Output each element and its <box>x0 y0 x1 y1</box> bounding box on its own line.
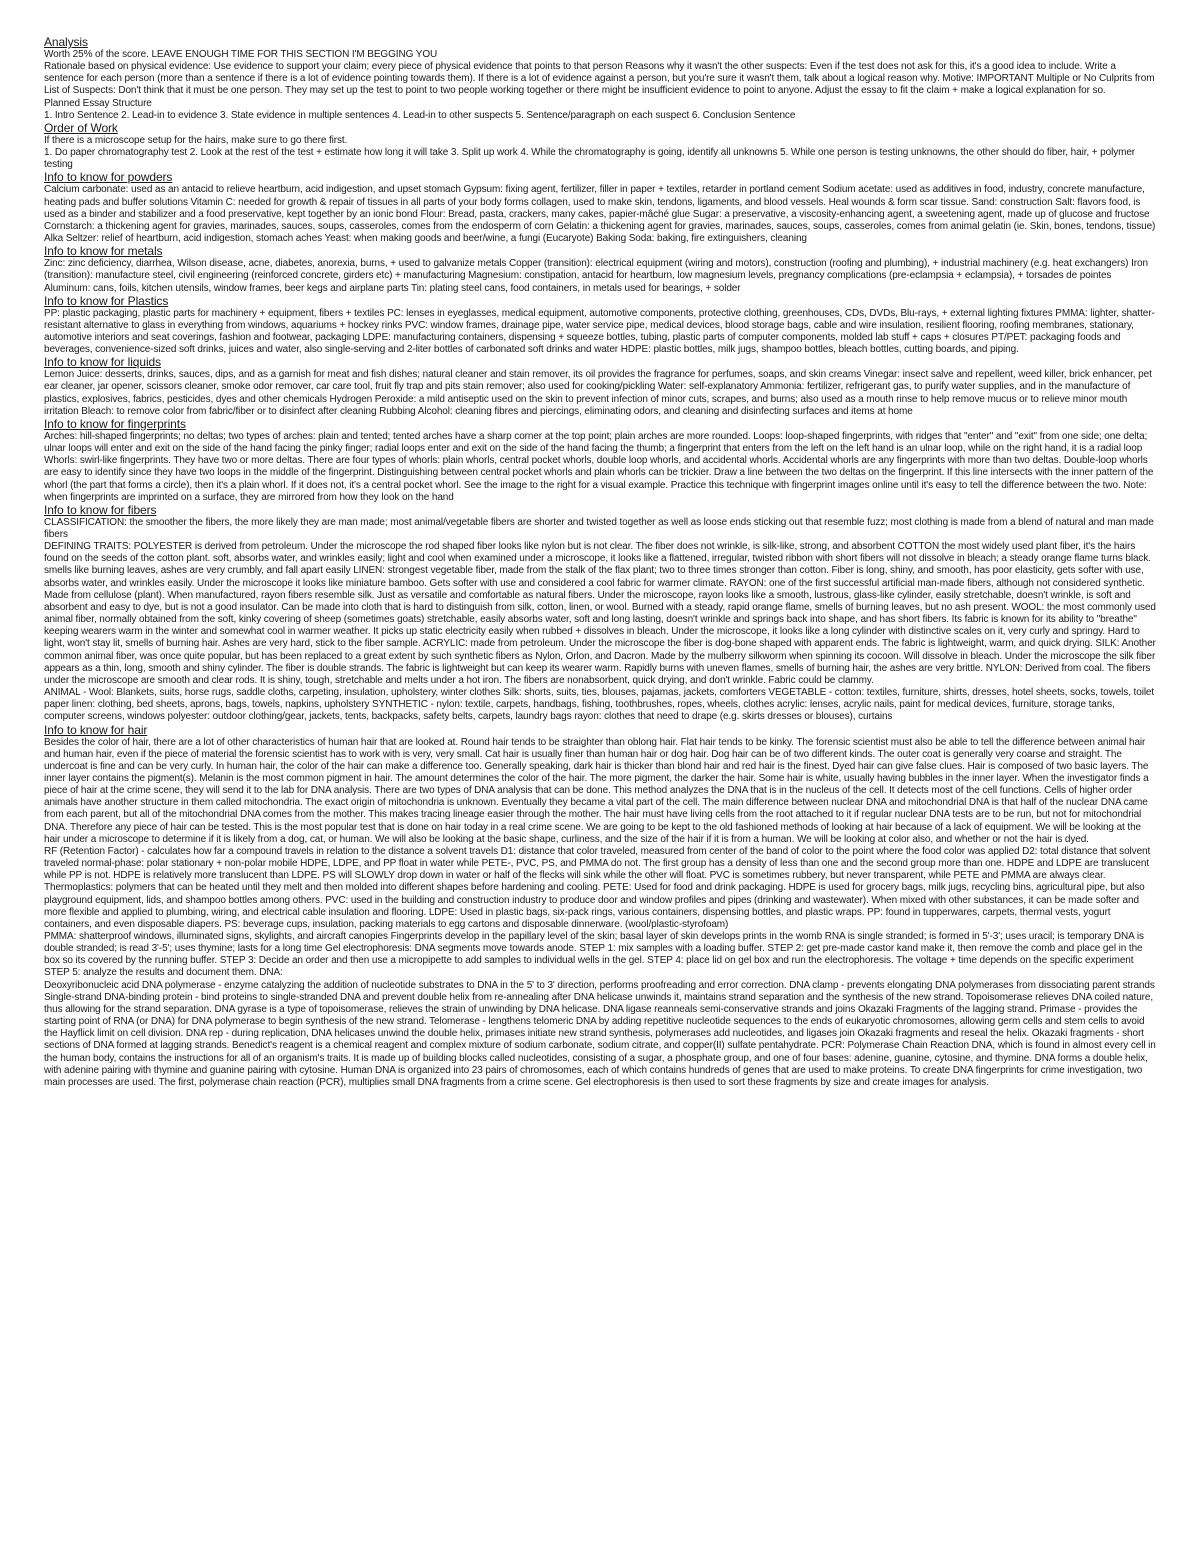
order-of-work-steps: 1. Do paper chromatography test 2. Look at the rest of the test + estimate how long it will take 3. Split up work 4. While the chromatography is going, identify all unknowns 5. While one person is testing unknowns, the other should do fiber, hair, + polymer testing <box>44 147 1136 171</box>
powders-heading: Info to know for powders <box>44 170 173 185</box>
analysis-heading: Analysis <box>44 35 88 49</box>
dna-replication-pcr-text: Deoxyribonucleic acid DNA polymerase - enzyme catalyzing the addition of nucleotide substrates to DNA in the 5' to 3' direction, performs proofreading and error correction. DNA clamp - prevents elongating DNA polymerases from dissociating parent strands Single-strand DNA-binding protein - bind proteins to single-stranded DNA and prevent double helix from re-annealing after DNA helicase unwinds it, maintains strand separation and the synthesis of the new strand. Topoisomerase relieves DNA coiled nature, thus allowing for the strand separation. DNA gyrase is a type of topoisomerase, relieves the strain of unwinding by DNA helicase. DNA ligase reanneals semi-conservative strands and joins Okazaki Fragments of the lagging strand. Primase - provides the starting point of RNA (or DNA) for DNA polymerase to begin synthesis of the new strand. Telomerase - lengthens telomeric DNA by adding repetitive nucleotide sequences to the ends of eukaryotic chromosomes, allowing germ cells and stem cells to avoid the Hayflick limit on cell division. DNA rep - during replication, DNA helicases unwind the double helix, primases initiate new strand synthesis, polymerases add nucleotides, and ligases join Okazaki fragments and reseal the helix. Okazaki fragments - short sections of DNA formed at lagging strands. Benedict's reagent is a chemical reagent and complex mixture of sodium carbonate, sodium citrate, and copper(II) sulfate pentahydrate. PCR: Polymerase Chain Reaction DNA, which is found in almost every cell in the human body, contains the instructions for all of an organism's traits. It is made up of building blocks called nucleotides, consisting of a sugar, a phosphate group, and one of four bases: adenine, guanine, cytosine, and thymine. DNA forms a double helix, with adenine pairing with thymine and guanine pairing with cytosine. Human DNA is organized into 23 pairs of chromosomes, each of which contains hundreds of genes that are used to make proteins. To create DNA fingerprints for crime investigation, two main processes are used. The first, polymerase chain reaction (PCR), multiplies small DNA fragments from a crime scene. Gel electrophoresis is then used to sort these fragments by size and create images for analysis. <box>44 979 1156 1088</box>
analysis-rationale: Rationale based on physical evidence: Use evidence to support your claim; every piece of physical evidence that points to that person Reasons why it wasn't the other suspects: Even if the test does not ask for this, it's a good idea to include. Write a sentence for each person (more than a sentence if there is a lot of evidence pointing towards them). If there is a lot of evidence against a person, but you're sure it wasn't them, talk about a logical reason why. Motive: IMPORTANT Multiple or No Culprits from List of Suspects: Don't think that it must be one person. They may set up the test to point to two people working together or there might be insufficient evidence to point to anyone. Adjust the essay to fit the claim + make a logical explanation for so. <box>44 61 1155 97</box>
fibers-uses: ANIMAL - Wool: Blankets, suits, horse rugs, saddle cloths, carpeting, insulation, upholstery, winter clothes Silk: shorts, suits, ties, blouses, pajamas, jackets, comforters VEGETABLE - cotton: textiles, furniture, shirts, dresses, hotel sheets, socks, towels, toilet paper linen: clothing, bed sheets, aprons, bags, towels, napkins, upholstery SYNTHETIC - nylon: textile, carpets, handbags, fishing, toothbrushes, ropes, wheels, clothes acrylic: lenses, acrylic nails, paint for medical devices, furniture, storage tanks, computer screens, windows polyester: outdoor clothing/gear, jackets, tents, backpacks, safety belts, carpets, laundry bags rayon: clothes that need to drape (e.g. skirts dresses or blouses), curtains <box>44 687 1155 723</box>
hair-text: Besides the color of hair, there are a lot of other characteristics of human hair that are looked at. Round hair tends to be straighter than oblong hair. Flat hair tends to be kinky. The forensic scientist must also be able to tell the difference between animal hair and human hair, even if the piece of material the forensic scientist has to work with is very, very small. Cat hair is usually finer than human hair or dog hair. Dog hair can be of two different kinds. The outer coat is generally very coarse and straight. The undercoat is fine and can be very curly. In human hair, the color of the hair can make a difference too. Generally speaking, dark hair is thicker than blond hair and red hair is the finest. Dyed hair can give false clues. Hair is composed of two basic layers. The inner layer contains the pigment(s). Melanin is the most common pigment in hair. The amount determines the color of the hair. The more pigment, the darker the hair. Some hair is white, usually having bubbles in the inner layer. When the investigator finds a piece of hair at the crime scene, they will send it to the lab for DNA analysis. There are two types of DNA analysis that can be done. This method analyzes the DNA that is in the nucleus of the cell. It detects most of the cell functions. Cells of higher order animals have another structure in them called mitochondria. The exact origin of mitochondria is unknown. Eventually they became a vital part of the cell. The main difference between nuclear DNA and mitochondrial DNA is that half of the nuclear DNA came from each parent, but all of the mitochondrial DNA comes from the mother. This makes tracing lineage easier through the mother. The hair must have living cells from the root attached to it if regular nuclear DNA tests are to be run, but not for mitochondrial DNA. Therefore any piece of hair can be tested. This is the most popular test that is done on hair today in a real crime scene. We are going to be kept to the old fashioned methods of looking at hair because of a lack of equipment. We will be looking at the hair under a microscope to determine if it is likely from a dog, cat, or human. We will also be looking at the basic shape, curliness, and the size of the hair if it is from a human. We will be looking at color also, and whether or not the hair is dyed. <box>44 736 1149 845</box>
plastics-text: PP: plastic packaging, plastic parts for machinery + equipment, fibers + textiles PC: lenses in eyeglasses, medical equipment, automotive components, protective clothing, greenhouses, CDs, DVDs, Blu-rays, + external lighting fixtures PMMA: lighter, shatter-resistant alternative to glass in everything from windows, aquariums + hockey rinks PVC: window frames, drainage pipe, water service pipe, medical devices, blood storage bags, cable and wire insulation, resilient flooring, roofing membranes, stationary, automotive interiors and seat coverings, fashion and footwear, packaging LDPE: manufacturing containers, dispensing + squeeze bottles, tubing, plastic parts of computer components, molded lab stuff + caps + closures PT/PET: packaging foods and beverages, convenience-sized soft drinks, juices and water, also single-serving and 2-liter bottles of carbonated soft drinks and water HDPE: plastic bottles, milk jugs, shampoo bottles, bleach bottles, cutting boards, and piping. <box>44 307 1155 356</box>
fibers-defining-traits: DEFINING TRAITS: POLYESTER is derived from petroleum. Under the microscope the rod shaped fiber looks like nylon but is not clear. The fiber does not wrinkle, is silk-like, strong, and absorbent COTTON the most widely used plant fiber, it's the hairs found on the seeds of the cotton plant. soft, absorbs water, and wrinkles easily; light and cool when examined under a microscope, it looks like a flattened, irregular, twisted ribbon with short fibers will not dissolve in bleach; a steady orange flame turns black. smells like burning leaves, ashes are very crumbly, and fall apart easily LINEN: strongest vegetable fiber, made from the stalk of the flax plant; two to three times stronger than cotton. Fiber is long, shiny, and smooth, has poor elasticity, gets softer with use, absorbs water, and wrinkles easily. Under the microscope it looks like miniature bamboo. Gets softer with use and considered a cool fabric for warmer climate. RAYON: one of the first successful artificial man-made fibers, although not considered synthetic. Made from cellulose (plant). When manufactured, rayon fibers resemble silk. Just as versatile and comfortable as natural fibers. Under the microscope, rayon looks like a smooth, lustrous, glass-like cylinder, easily stretchable, doesn't wrinkle, is soft and absorbent and easy to dye, but is not a good insulator. Can be made into cloth that is hard to distinguish from silk, cotton, linen, or wool. Burned with a steady, rapid orange flame, smells of burning leaves, but no ash present. WOOL: the most commonly used animal fiber, normally obtained from the soft, kinky covering of sheep (sometimes goats) stretchable, easily absorbs water, soft and long lasting, doesn't wrinkle and springs back into shape, and has short fibers. Its fabric is known for its ability to "breathe" keeping wearers warm in the winter and somewhat cool in warmer weather. It picks up static electricity easily when rubbed + dissolves in bleach. Under the microscope, it looks like a long cylinder with distinctive scales on it, very curly and springy. Hard to light, won't stay lit, smells of burning hair. Ashes are very hard, stick to the fiber sample. ACRYLIC: made from petroleum. Under the microscope the fiber is dog-bone shaped with apparent ends. The fabric is lightweight, warm, and quick drying. SILK: Another common animal fiber, was once quite popular, but has been replaced to a great extent by such synthetic fibers as Nylon, Orlon, and Dacron. Made by the mulberry silkworm when spinning its cocoon. Will dissolve in bleach. Under the microscope the silk fiber appears as a thin, long, smooth and shiny cylinder. The fiber is double strands. The fabric is lightweight but can keep its wearer warm. Rapidly burns with uneven flames, smells of burning hair, the ashes are very brittle. NYLON: Derived from coal. The fibers under the microscope are smooth and clear rods. It is shiny, tough, stretchable and melts under a hot iron. The fibers are nonabsorbent, quick drying, and don't wrinkle. Fabric could be clammy. <box>44 541 1156 686</box>
plastics-heading: Info to know for Plastics <box>44 293 169 308</box>
chromatography-polymers-text: RF (Retention Factor) - calculates how far a compound travels in relation to the distance a solvent travels D1: distance that color traveled, measured from center of the band of color to the point where the food color was applied D2: total distance that solvent traveled normal-phase: polar stationary + non-polar mobile HDPE, LDPE, and PP float in water while PETE-, PVC, PS, and PMMA do not. The first group has a density of less than one and the second group more than one. HDPE and LDPE are translucent while PP is not. HDPE is relatively more translucent than LDPE. PS will SLOWLY drop down in water or half of the flecks will sink while the other will float. PVC is sometimes rubbery, but never transparent, while PETE and PMMA are always clear. Thermoplastics: polymers that can be heated until they melt and then molded into different shapes before hardening and cooling. PETE: Used for food and drink packaging. HDPE is used for grocery bags, milk jugs, recycling bins, agricultural pipe, but also playground equipment, lids, and shampoo bottles among others. PVC: used in the building and construction industry to produce door and window profiles and pipes (drinking and wastewater). When mixed with other substances, it can be made softer and more flexible and applied to plumbing, wiring, and electrical cable insulation and flooring. LDPE: Used in plastic bags, six-pack rings, various containers, dispensing bottles, and plastic wraps. PP: found in tupperwares, carpets, thermal vests, yogurt containers, and even disposable diapers. PS: beverage cups, insulation, packing materials to egg cartons and disposable dinnerware. (wool/plastic-styrofoam) <box>44 845 1151 930</box>
metals-heading: Info to know for metals <box>44 244 163 259</box>
analysis-worth: Worth 25% of the score. LEAVE ENOUGH TIME FOR THIS SECTION I'M BEGGING YOU <box>44 49 438 60</box>
fibers-classification: CLASSIFICATION: the smoother the fibers, the more likely they are man made; most animal/vegetable fibers are shorter and twisted together as well as loose ends sticking out that resemble fuzz; most clothing is made from a blend of natural and man made fibers <box>44 516 1154 540</box>
planned-structure-label: Planned Essay Structure <box>44 97 152 109</box>
planned-structure-steps: 1. Intro Sentence 2. Lead-in to evidence 3. State evidence in multiple sentences 4. Lead-in to other suspects 5. Sentence/paragraph on each suspect 6. Conclusion Sentence <box>44 109 796 121</box>
order-of-work-heading: Order of Work <box>44 120 118 135</box>
fibers-heading: Info to know for fibers <box>44 502 157 517</box>
metals-text: Zinc: zinc deficiency, diarrhea, Wilson disease, acne, diabetes, anorexia, burns, + used to galvanize metals Copper (transition): electrical equipment (wiring and motors), construction (roofing and plumbing), + industrial machinery (e.g. heat exchangers) Iron (transition): manufacture steel, civil engineering (reinforced concrete, girders etc) + manufacturing Magnesium: constipation, antacid for heartburn, low magnesium levels, pregnancy complications (pre-eclampsia + eclampsia), + torsades de pointes Aluminum: cans, foils, kitchen utensils, window frames, beer kegs and airplane parts Tin: plating steel cans, food containers, in metals used for bearings, + solder <box>44 258 1148 294</box>
powders-text: Calcium carbonate: used as an antacid to relieve heartburn, acid indigestion, and upset stomach Gypsum: fixing agent, fertilizer, filler in paper + textiles, retarder in portland cement Sodium acetate: used as additives in food, industry, concrete manufacture, heating pads and buffer solutions Vitamin C: needed for growth & repair of tissues in all parts of your body forms collagen, used to make skin, tendons, ligaments, and blood vessels. Heal wounds & form scar tissue. Sand: construction Salt: flavors food, is used as a binder and stabilizer and a food preservative, kept together by an ionic bond Flour: Bread, pasta, crackers, many cakes, papier-mâché glue Sugar: a preservative, a viscosity-enhancing agent, a sweetening agent, made up of glucose and fructose Cornstarch: a thickening agent for gravies, marinades, sauces, soups, casseroles, comes from the endosperm of corn Gelatin: a thickening agent for gravies, marinades, sauces, soups, casseroles, comes from animal gelatin (ie. Skin, bones, tendons, tissue) Alka Seltzer: relief of heartburn, acid indigestion, stomach aches Yeast: when making goods and beer/wine, a fungi (Eucaryote) Baking Soda: baking, fire extinguishers, cleaning <box>44 184 1156 245</box>
liquids-text: Lemon Juice: desserts, drinks, sauces, dips, and as a garnish for meat and fish dishes; natural cleaner and stain remover, its oil provides the fragrance for perfumes, soaps, and skin creams Vinegar: insect salve and repellent, weed killer, brick enhancer, pet ear cleaner, jar opener, scissors cleaner, smoke odor remover, car care tool, fruit fly trap and pits stain remover; also used for cooking/pickling Water: self-explanatory Ammonia: fertilizer, refrigerant gas, to purify water supplies, and in the manufacture of plastics, explosives, fabrics, pesticides, dyes and other chemicals Hydrogen Peroxide: a mild antiseptic used on the skin to prevent infection of minor cuts, scrapes, and burns; also used as a mouth rinse to help remove mucus or to relieve minor mouth irritation Bleach: to remove color from fabric/fiber or to disinfect after cleaning Rubbing Alcohol: cleaning fibres and piercings, eliminating odors, and cleaning and disinfecting surfaces and items at home <box>44 369 1152 417</box>
pmma-rna-electrophoresis-text: PMMA: shatterproof windows, illuminated signs, skylights, and aircraft canopies Fingerprints develop in the papillary level of the skin; basal layer of skin develops prints in the womb RNA is single stranded; is formed in 5'-3'; uses uracil; is temporary DNA is double stranded; is read 3'-5'; uses thymine; lasts for a long time Gel electrophoresis: DNA segments move towards anode. STEP 1: mix samples with a loading buffer. STEP 2: get pre-made castor kand make it, then remove the comb and place gel in the box so its covered by the running buffer. STEP 3: Decide an order and then use a micropipette to add samples to individual wells in the gel. STEP 4: place lid on gel box and run the electrophoresis. The voltage + time depends on the specific experiment STEP 5: analyze the results and document them. DNA: <box>44 931 1144 979</box>
liquids-heading: Info to know for liquids <box>44 355 161 370</box>
hair-heading: Info to know for hair <box>44 722 148 737</box>
fingerprints-heading: Info to know for fingerprints <box>44 416 186 431</box>
fingerprints-text: Arches: hill-shaped fingerprints; no deltas; two types of arches: plain and tented; tented arches have a sharp corner at the top point; plain arches are more rounded. Loops: loop-shaped fingerprints, with ridges that "enter" and "exit" from one side; one delta; ulnar loops will enter and exit on the side of the hand facing the pinky finger; radial loops enter and exit on the side of the hand facing the thumb; a fingerprint that enters from the left on the left hand is an ulnar loop, while on the right hand, it is a radial loop Whorls: swirl-like fingerprints. They have two or more deltas. There are four types of whorls: plain whorls, central pocket whorls, double loop whorls, and accidental whorls. Accidental whorls are any fingerprints with more than two deltas. Double-loop whorls are easy to identify since they have two loops in the middle of the fingerprint. Distinguishing between central pocket whorls and plain whorls can be trickier. Draw a line between the two deltas on the fingerprint. If this line intersects with the inner pattern of the whorl (the part that forms a circle), then it's a plain whorl. If it does not, it's a central pocket whorl. See the image to the right for a visual example. Practice this technique with fingerprint images online until it's easy to tell the difference between the two. Note: when fingerprints are imprinted on a surface, they are mirrored from how they look on the hand <box>44 430 1154 503</box>
order-of-work-note: If there is a microscope setup for the hairs, make sure to go there first. <box>44 134 348 146</box>
study-notes-page <box>44 36 1156 1089</box>
